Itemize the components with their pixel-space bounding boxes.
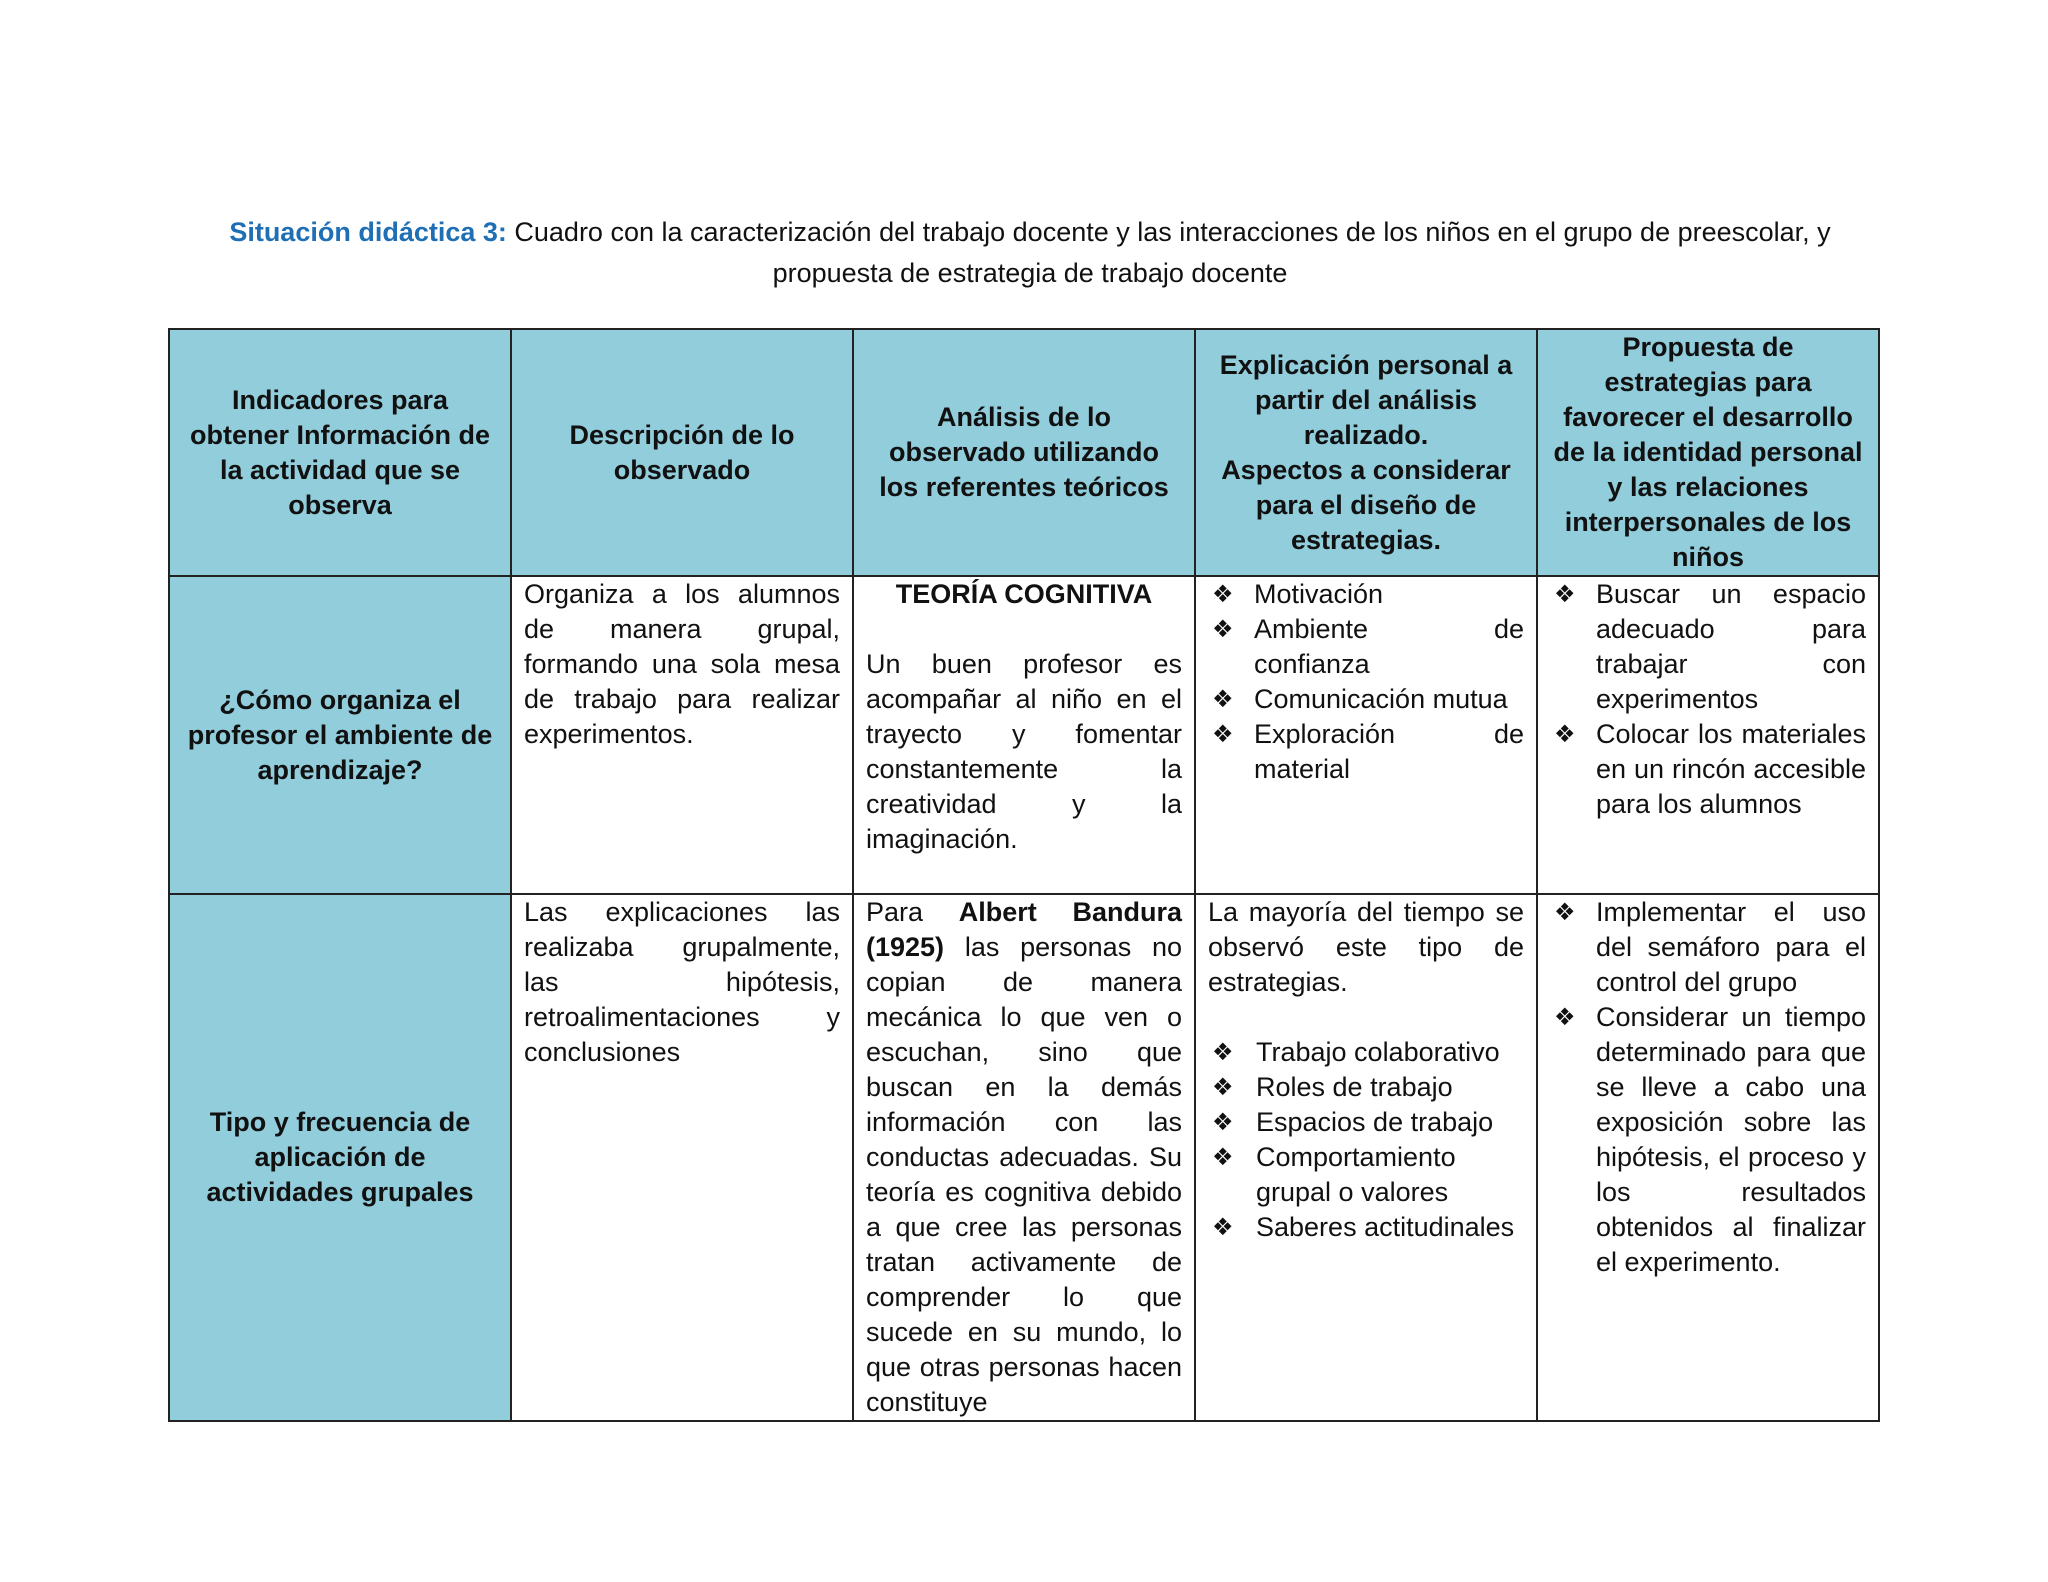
explanation-cell [1195, 576, 1537, 894]
spacer [866, 612, 1182, 647]
spacer [1208, 1000, 1524, 1035]
four-diamond-bullet-icon: ❖ [1212, 1143, 1234, 1171]
analysis-author: Albert Bandura (1925) [866, 897, 1182, 962]
list-item-text: Ambiente de confianza [1254, 614, 1524, 679]
explanation-cell [1195, 894, 1537, 1421]
table-row [169, 894, 1879, 1421]
description-text: Organiza a los alumnos de manera grupal, formando una sola mesa de trabajo para realizar experimentos. [524, 579, 840, 749]
header-analysis-text: Análisis de lo observado utilizando los referentes teóricos [879, 402, 1169, 502]
list-item-text: Motivación [1254, 579, 1384, 609]
proposal-list [1550, 577, 1866, 822]
header-analysis [853, 329, 1195, 576]
four-diamond-bullet-icon: ❖ [1212, 1038, 1234, 1066]
list-item-text: Exploración de material [1254, 719, 1524, 784]
list-item-text: Colocar los materiales en un rincón accesible para los alumnos [1596, 719, 1866, 819]
table-row [169, 576, 1879, 894]
four-diamond-bullet-icon: ❖ [1554, 898, 1576, 926]
analysis-text: Un buen profesor es acompañar al niño en el trayecto y fomentar constantemente la creatividad y la imaginación. [866, 649, 1182, 854]
proposal-list [1550, 895, 1866, 1280]
four-diamond-bullet-icon: ❖ [1212, 615, 1234, 643]
list-item [1208, 1140, 1524, 1210]
list-item-text: Trabajo colaborativo [1256, 1037, 1500, 1067]
list-item [1208, 1210, 1524, 1245]
header-description [511, 329, 853, 576]
proposal-cell [1537, 894, 1879, 1421]
row-indicator-text: ¿Cómo organiza el profesor el ambiente de aprendizaje? [187, 684, 493, 785]
header-explanation-text: Explicación personal a partir del análisis realizado. Aspectos a considerar para el diseño de estrategias. [1219, 349, 1513, 555]
proposal-cell [1537, 576, 1879, 894]
description-cell [511, 576, 853, 894]
list-item-text: Comportamiento grupal o valores [1256, 1142, 1456, 1207]
explanation-list [1208, 1035, 1524, 1245]
list-item [1208, 682, 1524, 717]
four-diamond-bullet-icon: ❖ [1212, 580, 1234, 608]
description-cell [511, 894, 853, 1421]
analysis-text: las personas no copian de manera mecánica lo que ven o escuchan, sino que buscan en la demás información con las conductas adecuadas. Su teoría es cognitiva debido a que cree las personas tratan activamente de comprender lo que sucede en su mundo, lo que otras personas hacen constituye [866, 932, 1182, 1417]
list-item-text: Saberes actitudinales [1256, 1212, 1515, 1242]
row-indicator-cell [169, 894, 511, 1421]
list-item-text: Considerar un tiempo determinado para que se lleve a cabo una exposición sobre las hipótesis, el proceso y los resultados obtenidos al finalizar el experimento. [1596, 1002, 1866, 1277]
title-label: Situación didáctica 3: [229, 217, 507, 247]
list-item-text: Espacios de trabajo [1256, 1107, 1494, 1137]
analysis-paragraph [866, 895, 1182, 1420]
header-proposal-text: Propuesta de estrategias para favorecer el desarrollo de la identidad personal y las relaciones interpersonales de los niños [1553, 332, 1863, 572]
four-diamond-bullet-icon: ❖ [1554, 1003, 1576, 1031]
list-item [1208, 1070, 1524, 1105]
list-item-text: Implementar el uso del semáforo para el control del grupo [1596, 897, 1866, 997]
four-diamond-bullet-icon: ❖ [1212, 720, 1234, 748]
analysis-cell [853, 894, 1195, 1421]
four-diamond-bullet-icon: ❖ [1212, 1108, 1234, 1136]
four-diamond-bullet-icon: ❖ [1212, 1213, 1234, 1241]
four-diamond-bullet-icon: ❖ [1554, 720, 1576, 748]
list-item [1208, 612, 1524, 682]
list-item [1550, 1000, 1866, 1280]
observation-table [168, 328, 1880, 1422]
row-indicator-text: Tipo y frecuencia de aplicación de actividades grupales [206, 1107, 474, 1207]
list-item [1208, 717, 1524, 787]
list-item-text: Roles de trabajo [1256, 1072, 1453, 1102]
analysis-lead: Para [866, 897, 959, 927]
header-indicators [169, 329, 511, 576]
header-proposal [1537, 329, 1879, 576]
title-text: Cuadro con la caracterización del trabajo docente y las interacciones de los niños en el grupo de preescolar, y propuesta de estrategia de trabajo docente [506, 217, 1831, 288]
list-item [1208, 1105, 1524, 1140]
table-header-row [169, 329, 1879, 576]
list-item-text: Comunicación mutua [1254, 684, 1508, 714]
list-item [1550, 895, 1866, 1000]
header-description-text: Descripción de lo observado [569, 419, 795, 485]
analysis-heading: TEORÍA COGNITIVA [895, 579, 1153, 609]
list-item [1550, 577, 1866, 717]
list-item [1550, 717, 1866, 822]
row-indicator-cell [169, 576, 511, 894]
document-title [170, 212, 1890, 294]
four-diamond-bullet-icon: ❖ [1212, 685, 1234, 713]
four-diamond-bullet-icon: ❖ [1212, 1073, 1234, 1101]
header-indicators-text: Indicadores para obtener Información de la actividad que se observa [189, 384, 491, 520]
list-item [1208, 577, 1524, 612]
list-item-text: Buscar un espacio adecuado para trabajar con experimentos [1596, 579, 1866, 714]
list-item [1208, 1035, 1524, 1070]
four-diamond-bullet-icon: ❖ [1554, 580, 1576, 608]
analysis-cell [853, 576, 1195, 894]
explanation-list [1208, 577, 1524, 787]
description-text: Las explicaciones las realizaba grupalmente, las hipótesis, retroalimentaciones y conclusiones [524, 897, 840, 1067]
header-explanation [1195, 329, 1537, 576]
explanation-intro: La mayoría del tiempo se observó este tipo de estrategias. [1208, 897, 1524, 997]
